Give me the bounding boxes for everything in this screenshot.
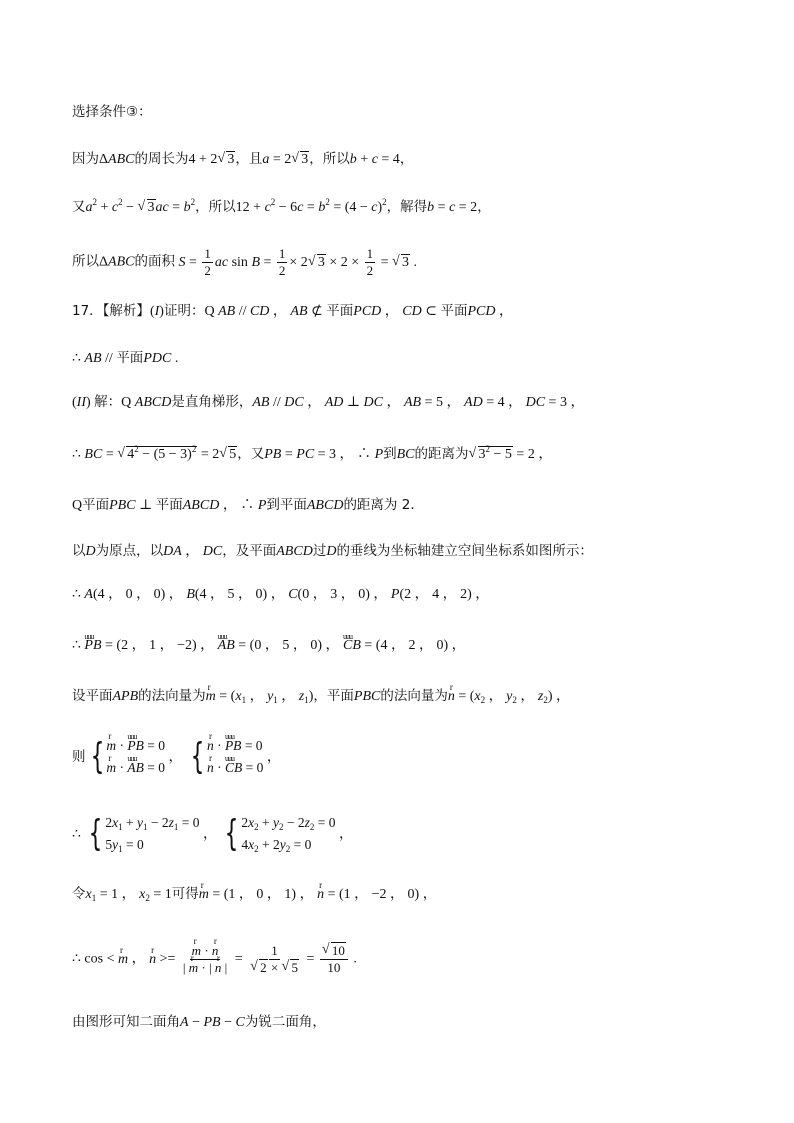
math: PCD ， xyxy=(467,304,513,319)
math: $x_1 = 1$ ， $x_2 = 1$ xyxy=(85,887,172,903)
math: D xyxy=(326,544,337,559)
math: a = 2√ 3 xyxy=(262,152,309,167)
text: 令 xyxy=(72,886,86,902)
text: 到平面 xyxy=(266,497,307,513)
text: 的垂线为坐标轴建立空间坐标系如图所示： xyxy=(336,543,593,559)
text: 平面 xyxy=(116,350,144,366)
math: BC xyxy=(396,447,415,462)
math: PBC xyxy=(353,689,381,704)
dihedral-line xyxy=(72,1012,326,1033)
parallel-conclusion-line xyxy=(72,348,178,369)
math: Q AB // CD ， AB ⊄ xyxy=(204,304,327,319)
text: 由图形可知二面角 xyxy=(72,1014,180,1030)
area-line xyxy=(72,246,417,279)
text: 平面 xyxy=(82,497,110,513)
math: b + c = 4 xyxy=(349,152,400,167)
math: PCD ， CD ⊂ xyxy=(353,304,441,319)
math: (I) xyxy=(149,304,164,319)
text: 的面积 xyxy=(134,253,175,270)
math: { $2x_1 + y_1 - 2z_1 = 0$ $5y_1 = 0$ xyxy=(89,813,200,854)
math: ΔABC xyxy=(99,254,135,270)
text: 证明： xyxy=(163,303,205,319)
math: DA ， DC xyxy=(163,544,223,559)
text: 的法向量为 xyxy=(380,688,448,704)
cosine-law-line xyxy=(72,197,491,218)
text: 所以 xyxy=(72,253,99,270)
text: 选择条件③： xyxy=(72,104,152,120)
math: r $m = (x_1$ ， $y_1$ ， $z_1$) xyxy=(206,689,314,704)
text: 因为 xyxy=(72,151,99,167)
math: { r m · uuu PB = 0 r m · uuu AB = 0 xyxy=(86,735,166,779)
math: ABCD xyxy=(306,498,344,513)
text: 平面 xyxy=(440,303,468,319)
bc-length-line xyxy=(72,444,552,465)
distance-line xyxy=(72,495,424,516)
math: b = c = 2 xyxy=(427,200,478,215)
text: ，且 xyxy=(235,151,263,167)
math: (II) xyxy=(72,395,95,410)
text: 的距离为 xyxy=(414,446,469,462)
text: 平面 xyxy=(155,497,183,513)
problem-17-line xyxy=(72,301,513,322)
cosine-line: ∴ cos < r m ， r n >= r $\frac{\text{m · r n}}{\text{| r m · | r n |}}$ = 1 √ 2 × √ 5 = √ $\frac{10}{10}$ . xyxy=(72,943,357,976)
text: 是直角梯形， xyxy=(171,394,253,410)
math: S = $\frac{1}{2}$ ac sin B = $\frac{1}{2}$ × 2√ 3 × 2 × $\frac{1}{2}$ = √ 3 . xyxy=(175,255,417,270)
math: Q ABCD xyxy=(121,395,172,410)
text: 可得 xyxy=(171,886,199,902)
math: { $2x_2 + y_2 - 2z_2 = 0$ $4x_2 + 2y_2 = 0$ xyxy=(225,813,336,854)
condition-heading xyxy=(72,102,152,122)
points-line: ∴ A(4 ， 0 ， 0) ， B(4 ， 5 ， 0) ， C(0 ， 3 ， 0) ， P(2 ， 4 ， 2) ， xyxy=(72,587,490,602)
text: 17．【解析】 xyxy=(72,303,150,319)
text: 解： xyxy=(94,394,122,410)
text: 平面 xyxy=(326,303,354,319)
coordinate-setup-line xyxy=(72,541,593,562)
math: ∴ AB // xyxy=(72,351,117,366)
equation-systems: ∴ { $2x_1 + y_1 - 2z_1 = 0$ $5y_1 = 0$ ， { $2x_2 + y_2 - 2z_2 = 0$ $4x_2 + 2y_2 = 0$ ， xyxy=(72,813,354,854)
text: 的周长为 xyxy=(134,151,189,167)
math: ∴ BC = √ $4^2 - (5 - 3)^2 = 2√$ 5 xyxy=(72,447,237,462)
math: ABCD ， ∴ P xyxy=(182,498,267,513)
text: 过 xyxy=(312,543,327,559)
math: $a^2 + c^2$ − √ $3ac = b^2$ xyxy=(86,200,196,215)
text: 的距离为 2． xyxy=(343,497,424,513)
math: APB xyxy=(112,689,139,704)
part-2-line xyxy=(72,392,584,413)
math: r $n = (x_2$ ， $y_2$ ， $z_2$) ， xyxy=(448,689,570,704)
math: PDC . xyxy=(143,351,179,366)
math: r m = (1 ， 0 ， 1) ， r n = (1 ， −2 ， 0) ， xyxy=(199,887,437,902)
math: { r n · uuu PB = 0 r n · uuu CB = 0 xyxy=(186,735,263,779)
text: ，平面 xyxy=(313,688,354,704)
text: 又 xyxy=(72,199,86,215)
math: ΔABC xyxy=(99,152,135,167)
text: ， xyxy=(477,199,491,215)
text: ， xyxy=(399,151,414,167)
math: √ $3^2 - 5 = 2$ ， xyxy=(469,447,553,462)
math: PB = PC = 3 ， ∴ P xyxy=(264,447,384,462)
text: 设平面 xyxy=(72,688,113,704)
math: D xyxy=(85,544,96,559)
math: AB // DC ， AD ⊥ DC ， AB = 5 ， AD = 4 ， DC = 3 ， xyxy=(252,395,585,410)
normal-vector-line xyxy=(72,686,570,707)
solution-line xyxy=(72,884,437,905)
math: 4 + 2√ 3 xyxy=(188,152,235,167)
math: PBC ⊥ xyxy=(109,498,156,513)
text: 为原点，以 xyxy=(95,543,164,559)
text: 为锐二面角， xyxy=(244,1014,326,1030)
text: ，及平面 xyxy=(222,543,277,559)
text: ，解得 xyxy=(386,199,428,215)
text: 则 xyxy=(72,749,86,765)
vectors-line: ∴ uuu PB = (2 ， 1 ， −2) ， uuu AB = (0 ， 5 ， 0) ， uuu CB = (4 ， 2 ， 0) ， xyxy=(72,636,466,656)
math: A − PB − C xyxy=(180,1015,245,1030)
math: Q xyxy=(72,498,83,513)
text: ，所以 xyxy=(195,199,236,215)
text: 的法向量为 xyxy=(138,688,206,704)
text: ，又 xyxy=(237,446,265,462)
text: 以 xyxy=(72,543,86,559)
math: ABCD xyxy=(276,544,313,559)
perimeter-line xyxy=(72,149,413,170)
text: ，所以 xyxy=(309,151,350,167)
text: 到 xyxy=(383,446,397,462)
dot-product-systems: 则 { r m · uuu PB = 0 r m · uuu AB = 0 ， { r n · uuu PB = 0 r n · uuu CB = 0 ， xyxy=(72,735,281,779)
math: $12 + c^2 - 6c = b^2 = (4 - c)^2$ xyxy=(235,197,387,215)
